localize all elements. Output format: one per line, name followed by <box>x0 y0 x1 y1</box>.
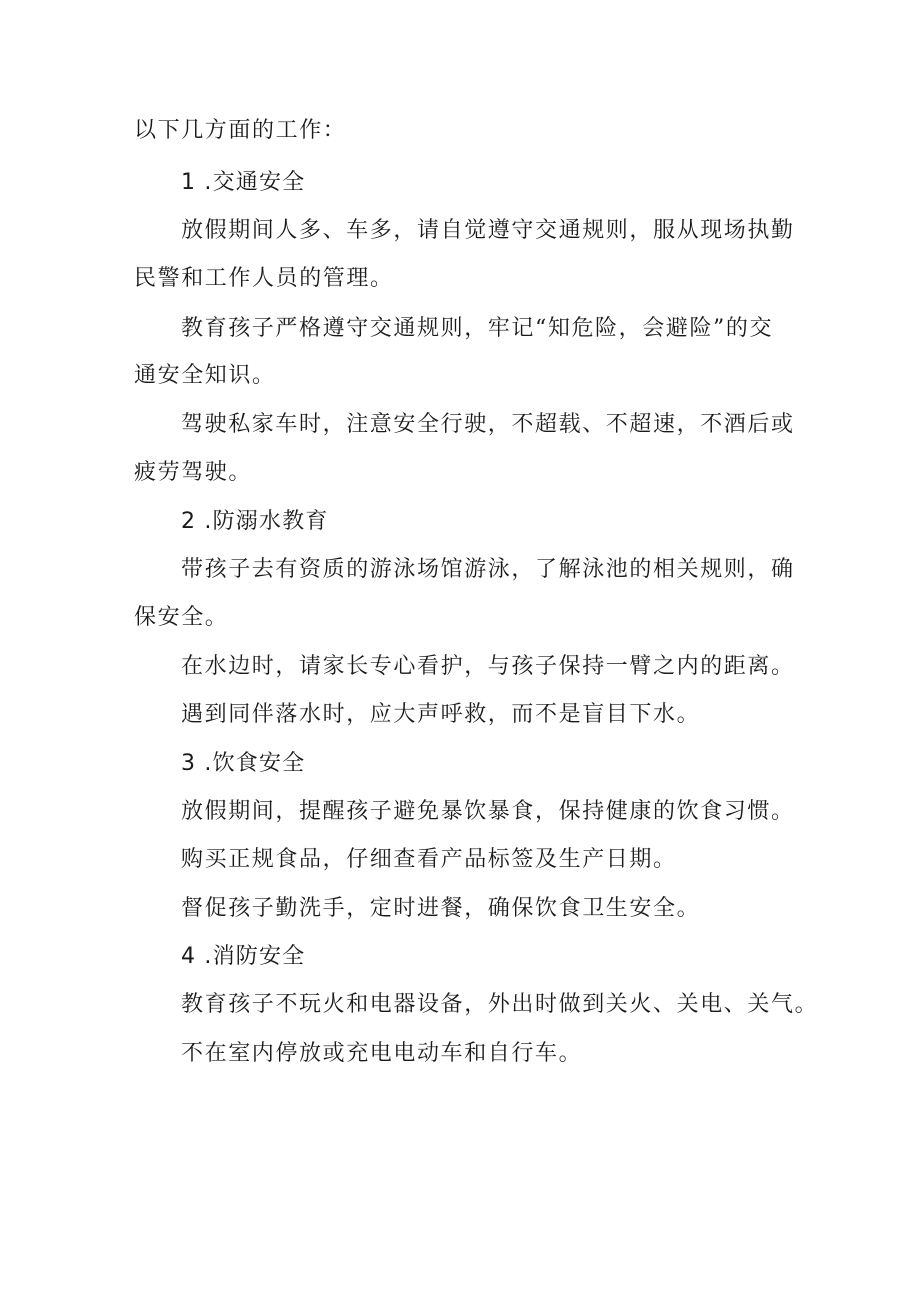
paragraph-line: 民警和工作人员的管理。 <box>134 266 394 291</box>
paragraph-line: 教育孩子严格遵守交通规则，牢记“知危险，会避险”的交 <box>181 316 774 341</box>
paragraph-line: 在水边时，请家长专心看护，与孩子保持一臂之内的距离。 <box>181 654 795 679</box>
paragraph-line: 保安全。 <box>134 605 229 630</box>
section-heading-fire: 4 .消防安全 <box>181 944 306 969</box>
paragraph-line: 教育孩子不玩火和电器设备，外出时做到关火、关电、关气。 <box>181 992 819 1017</box>
paragraph-line: 放假期间人多、车多，请自觉遵守交通规则，服从现场执勤 <box>181 218 795 243</box>
paragraph-line: 带孩子去有资质的游泳场馆游泳，了解泳池的相关规则，确 <box>181 557 795 582</box>
paragraph-line: 驾驶私家车时，注意安全行驶，不超载、不超速，不酒后或 <box>181 412 795 437</box>
paragraph-line: 放假期间，提醒孩子避免暴饮暴食，保持健康的饮食习惯。 <box>181 799 795 824</box>
section-heading-food: 3 .饮食安全 <box>181 751 306 776</box>
paragraph-line: 不在室内停放或充电电动车和自行车。 <box>181 1041 583 1066</box>
paragraph-line: 督促孩子勤洗手，定时进餐，确保饮食卫生安全。 <box>181 896 701 921</box>
intro-line: 以下几方面的工作： <box>134 118 347 143</box>
paragraph-line: 购买正规食品，仔细查看产品标签及生产日期。 <box>181 847 677 872</box>
paragraph-line: 遇到同伴落水时，应大声呼救，而不是盲目下水。 <box>181 702 701 727</box>
paragraph-line: 通安全知识。 <box>134 363 276 388</box>
section-heading-drowning: 2 .防溺水教育 <box>181 509 329 534</box>
paragraph-line: 疲劳驾驶。 <box>134 460 253 485</box>
section-heading-traffic: 1 .交通安全 <box>181 170 306 195</box>
